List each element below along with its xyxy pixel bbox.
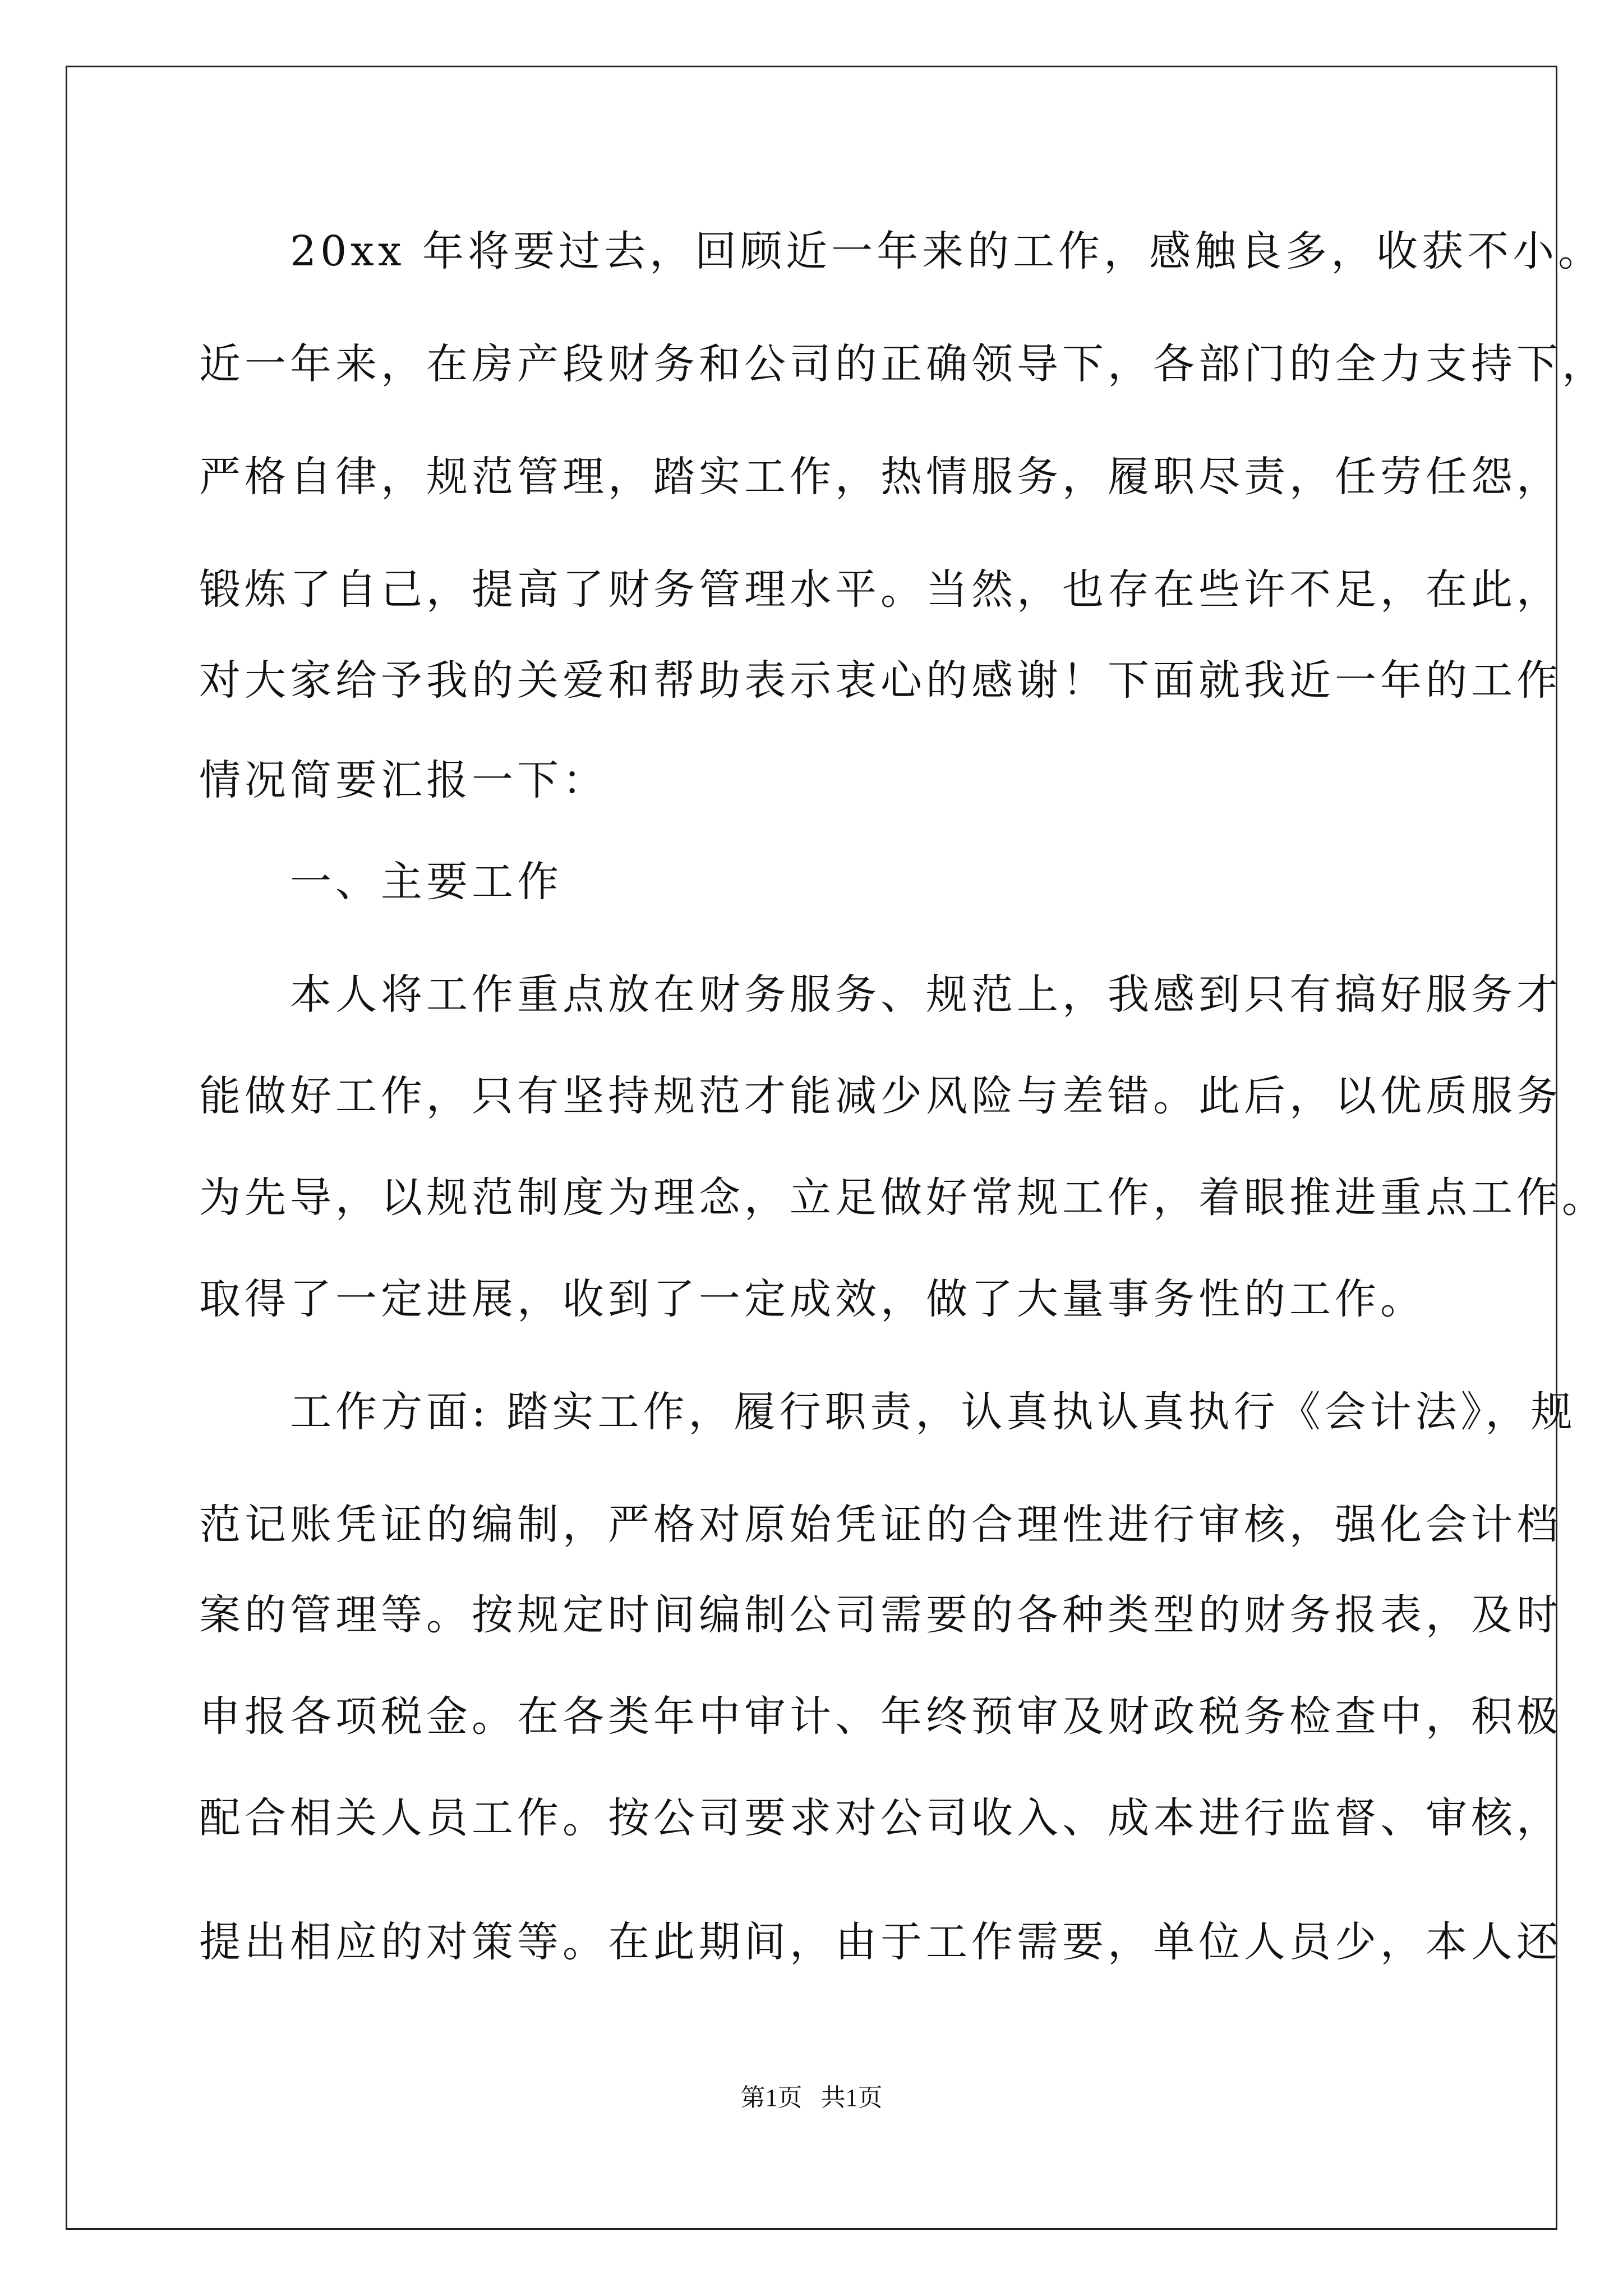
text-line: 情况简要汇报一下： [199, 756, 608, 804]
text-line: 近一年来，在房产段财务和公司的正确领导下，各部门的全力支持下， [199, 340, 1607, 388]
page-footer: 第1页 共1页 [740, 2084, 883, 2111]
text-line: 提出相应的对策等。在此期间，由于工作需要，单位人员少，本人还 [199, 1918, 1562, 1966]
text-line: 取得了一定进展，收到了一定成效，做了大量事务性的工作。 [199, 1275, 1426, 1323]
text-line: 范记账凭证的编制，严格对原始凭证的合理性进行审核，强化会计档 [199, 1501, 1562, 1549]
text-line: 配合相关人员工作。按公司要求对公司收入、成本进行监督、审核， [199, 1794, 1562, 1842]
text-line: 为先导，以规范制度为理念，立足做好常规工作，着眼推进重点工作。 [199, 1174, 1607, 1222]
text-line: 对大家给予我的关爱和帮助表示衷心的感谢！下面就我近一年的工作 [199, 656, 1562, 705]
text-line: 本人将工作重点放在财务服务、规范上，我感到只有搞好服务才 [199, 970, 1562, 1019]
text-line: 严格自律，规范管理，踏实工作，热情服务，履职尽责，任劳任怨， [199, 453, 1562, 501]
text-line: 申报各项税金。在各类年中审计、年终预审及财政税务检查中，积极 [199, 1692, 1562, 1741]
text-line: 工作方面: 踏实工作，履行职责，认真执认真执行《会计法》，规 [199, 1388, 1576, 1436]
section-heading: 一、主要工作 [199, 858, 562, 906]
text-line: 锻炼了自己，提高了财务管理水平。当然，也存在些许不足，在此， [199, 565, 1562, 614]
text-line: 能做好工作，只有坚持规范才能减少风险与差错。此后，以优质服务 [199, 1072, 1562, 1120]
text-line: 20xx 年将要过去，回顾近一年来的工作，感触良多，收获不小。 [199, 227, 1604, 275]
text-line: 案的管理等。按规定时间编制公司需要的各种类型的财务报表，及时 [199, 1591, 1562, 1639]
